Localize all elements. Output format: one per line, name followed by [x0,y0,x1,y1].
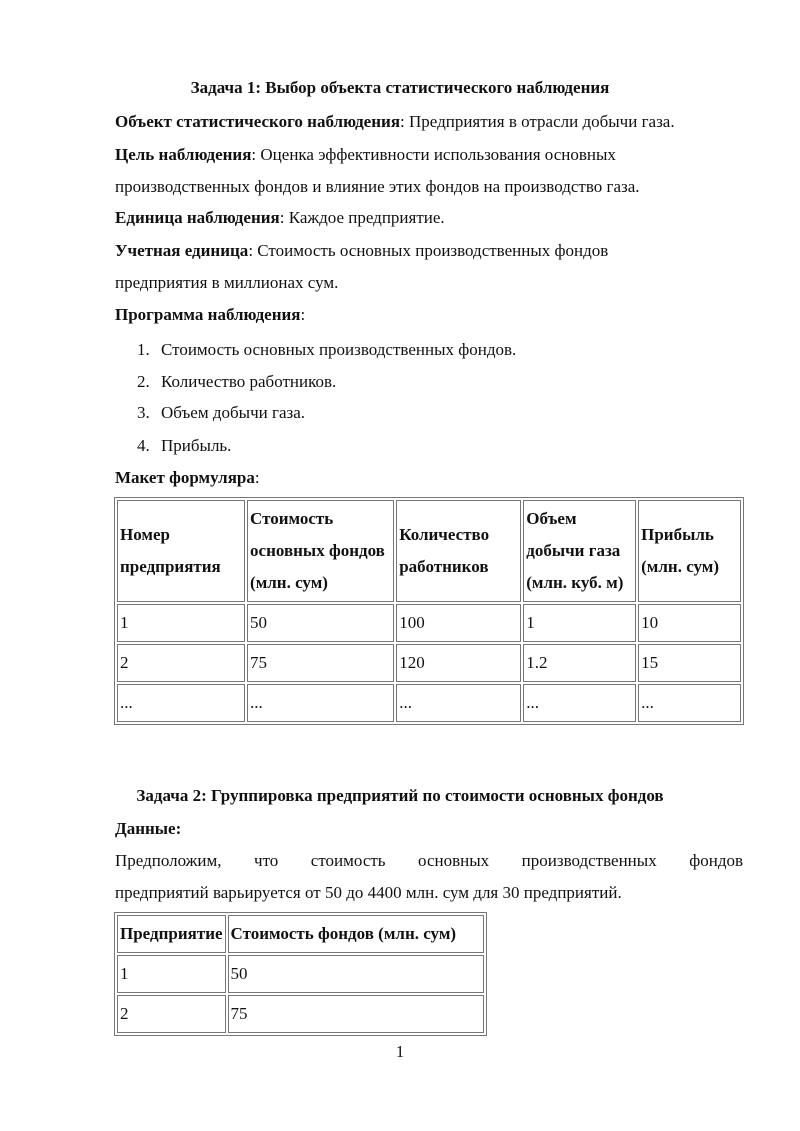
list-text: Объем добычи газа. [161,403,305,422]
table-cell: ... [247,684,394,722]
data-label: Данные: [115,819,182,838]
list-text: Прибыль. [161,436,232,455]
header-workers: Количество работников [396,500,521,602]
list-text: Количество работников. [161,372,337,391]
unit-line [115,208,743,228]
table-header-row [117,500,741,602]
accounting-label: Учетная единица [115,241,249,260]
form-table [114,497,744,725]
unit-text: : Каждое предприятие. [279,208,445,227]
table-cell: ... [638,684,741,722]
goal-line-2: производственных фондов и влияние этих фондов на производство газа. [115,177,640,196]
object-line [115,112,743,132]
program-label: Программа наблюдения [115,305,301,324]
goal-label: Цель наблюдения [115,145,252,164]
header-profit: Прибыль (млн. сум) [638,500,741,602]
header-enterprise: Предприятие [117,915,226,953]
list-number: 4. [137,436,150,455]
table-cell: 75 [228,995,484,1033]
header-gas-volume: Объем добычи газа (млн. куб. м) [523,500,636,602]
table-cell: 50 [228,955,484,993]
program-line [115,305,743,325]
list-number: 3. [137,403,150,422]
list-item [137,436,765,456]
table-row [117,644,741,682]
header-funds-cost: Стоимость основных фондов (млн. сум) [247,500,394,602]
table-cell: 2 [117,995,226,1033]
task1-title: Задача 1: Выбор объекта статистического наблюдения [190,78,610,97]
list-item [137,403,765,423]
table-cell: 100 [396,604,521,642]
object-text: : Предприятия в отрасли добычи газа. [400,112,675,131]
table-row [117,955,484,993]
form-colon: : [254,468,260,487]
goal-line-1 [115,145,743,165]
table-cell: 15 [638,644,741,682]
page-number: 1 [395,1042,405,1061]
table-cell: 1 [523,604,636,642]
list-number: 1. [137,340,150,359]
header-funds: Стоимость фондов (млн. сум) [228,915,484,953]
list-item [137,340,765,360]
task2-text-1: Предположим, что стоимость основных производственных фондов [115,851,743,870]
list-item [137,372,765,392]
accounting-line-2: предприятия в миллионах сум. [115,273,339,292]
table-cell: ... [523,684,636,722]
table-cell: 1 [117,955,226,993]
program-colon: : [300,305,306,324]
table-cell: ... [117,684,245,722]
form-label: Макет формуляра [115,468,255,487]
object-label: Объект статистического наблюдения [115,112,401,131]
accounting-line-1 [115,241,743,261]
task2-text-2: предприятий варьируется от 50 до 4400 млн. сум для 30 предприятий. [115,883,622,902]
form-line [115,468,743,488]
unit-label: Единица наблюдения [115,208,280,227]
table-row [117,684,741,722]
accounting-text-1: : Стоимость основных производственных фондов [248,241,609,260]
table-header-row [117,915,484,953]
table-cell: 10 [638,604,741,642]
table-cell: 50 [247,604,394,642]
table-cell: 1 [117,604,245,642]
table-row [117,995,484,1033]
table-cell: 2 [117,644,245,682]
table-cell: 75 [247,644,394,682]
task2-title: Задача 2: Группировка предприятий по стоимости основных фондов [136,786,664,805]
list-number: 2. [137,372,150,391]
list-text: Стоимость основных производственных фондов. [161,340,517,359]
table-cell: ... [396,684,521,722]
table-row [117,604,741,642]
header-enterprise-number: Номер предприятия [117,500,245,602]
enterprise-table [114,912,487,1036]
table-cell: 1.2 [523,644,636,682]
table-cell: 120 [396,644,521,682]
goal-text-1: : Оценка эффективности использования основных [251,145,616,164]
